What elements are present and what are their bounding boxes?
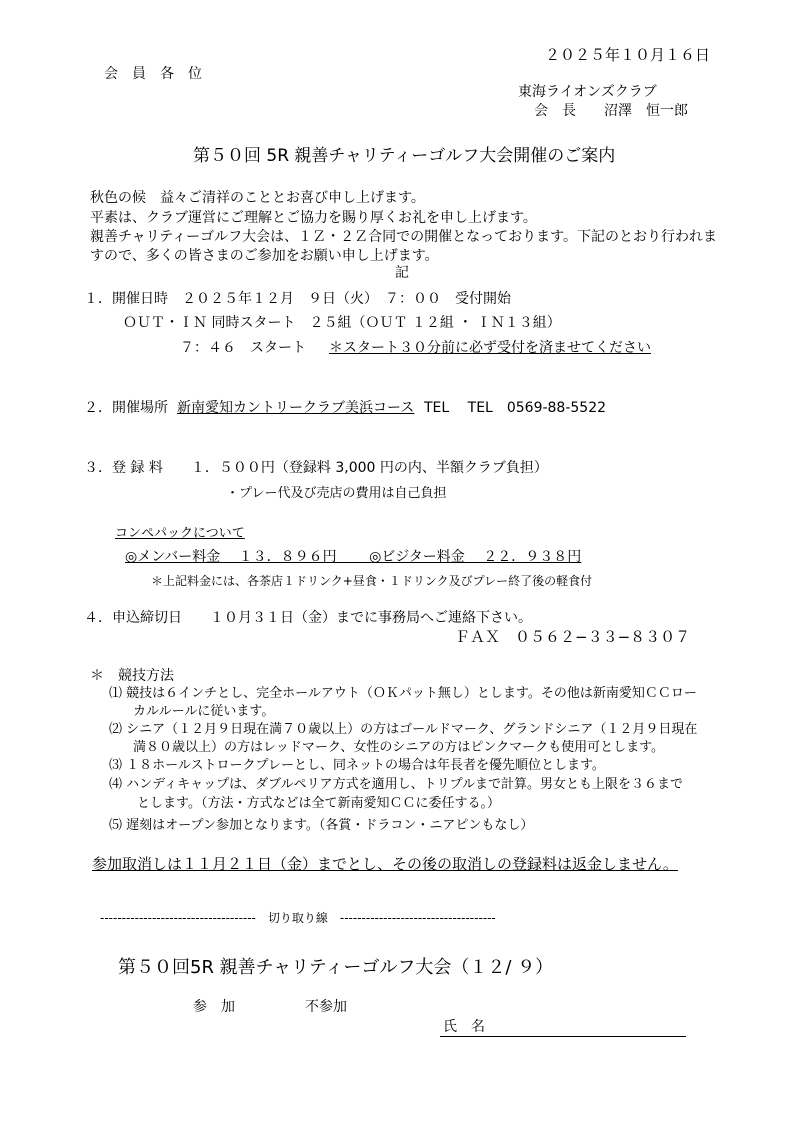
document-date: ２０２５年１０月１６日 bbox=[545, 46, 711, 64]
item2-tel: TEL TEL 0569-88-5522 bbox=[424, 400, 607, 416]
greeting-line: すので、多くの皆さまのご参加をお願い申し上げます。 bbox=[90, 248, 439, 264]
rules-line: ⑵ シニア（１２月９日現在満７０歳以上）の方はゴールドマーク、グランドシニア（１２月９日現在 bbox=[109, 722, 698, 737]
item4-deadline: ４．申込締切日 １０月３１日（金）までに事務局へご連絡下さい。 bbox=[84, 610, 532, 626]
item1-datetime: １．開催日時 ２０２５年１２月 ９日（火） ７：００ 受付開始 bbox=[84, 291, 511, 307]
item2-venue: 新南愛知カントリークラブ美浜コース bbox=[177, 400, 415, 416]
attend-option[interactable]: 参 加 bbox=[193, 999, 235, 1015]
addressee: 会 員 各 位 bbox=[104, 66, 202, 82]
item3-note: ・プレー代及び売店の費用は自己負担 bbox=[226, 486, 447, 501]
item1-start-time: ７：４６ スタート bbox=[180, 340, 306, 356]
cancel-notice: 参加取消しは１１月２１日（金）までとし、その後の取消しの登録料は返金しません。 bbox=[92, 855, 678, 873]
greeting-line: 親善チャリティーゴルフ大会は、１Ｚ・２Ｚ合同での開催となっております。下記のとおり行われま bbox=[90, 229, 718, 245]
rules-line: ⑸ 遅刻はオープン参加となります。（各賞・ドラコン・ニアピンもなし） bbox=[109, 818, 534, 833]
rules-line: とします。（方法・方式などは全て新南愛知ＣＣに委任する。） bbox=[137, 796, 500, 811]
rules-line: カルルールに従います。 bbox=[133, 704, 275, 719]
rules-line: 満８０歳以上）の方はレッドマーク、女性のシニアの方はピンクマークも使用可とします。 bbox=[133, 740, 665, 755]
compe-prices: ◎メンバー料金 １３．８９６円 ◎ビジター料金 ２２．９３８円 bbox=[125, 549, 582, 565]
compe-heading: コンペパックについて bbox=[115, 526, 245, 541]
page-title: 第５０回 5R 親善チャリティーゴルフ大会開催のご案内 bbox=[193, 146, 616, 166]
absent-option[interactable]: 不参加 bbox=[305, 999, 347, 1015]
greeting-line: 平素は、クラブ運営にご理解とご協力を賜り厚くお礼を申し上げます。 bbox=[90, 210, 537, 226]
greeting-line: 秋色の候 益々ご清祥のこととお喜び申し上げます。 bbox=[90, 190, 425, 206]
rules-heading: ＊ 競技方法 bbox=[90, 668, 174, 684]
item4-fax: ＦＡＸ ０５６２−３３−８３０７ bbox=[455, 628, 691, 646]
form-title: 第５０回5R 親善チャリティーゴルフ大会（１２/ ９） bbox=[118, 957, 554, 978]
rules-line: ⑴ 競技は６インチとし、完全ホールアウト（ＯＫパット無し）とします。その他は新南愛知ＣＣロー bbox=[109, 686, 697, 701]
item1-reception-note: ＊スタート３０分前に必ず受付を済ませてください bbox=[329, 340, 651, 356]
sender-org: 東海ライオンズクラブ bbox=[518, 84, 657, 100]
rules-line: ⑷ ハンディキャップは、ダブルペリア方式を適用し、トリプルまで計算。男女とも上限を３６まで bbox=[109, 777, 684, 792]
compe-note: ＊上記料金には、各茶店１ドリンク+昼食・１ドリンク及びプレー終了後の軽食付 bbox=[151, 574, 593, 588]
rules-line: ⑶ １８ホールストロークプレーとし、同ネットの場合は年長者を優先順位とします。 bbox=[109, 758, 605, 773]
sender-name: 会 長 沼澤 恒一郎 bbox=[534, 103, 688, 119]
cut-line: ------------------------------------ 切り取り線 ------------------------------------ bbox=[100, 911, 496, 925]
item1-groups: ＯＵＴ・ＩＮ 同時スタート ２５組（ＯＵＴ １２組 ・ ＩＮ１３組） bbox=[123, 315, 561, 331]
name-label: 氏 名 bbox=[443, 1019, 485, 1035]
item2-label: ２．開催場所 bbox=[84, 400, 168, 416]
ki-heading: 記 bbox=[395, 265, 409, 281]
name-field-line[interactable] bbox=[440, 1036, 686, 1037]
item3-fee: ３．登 録 料 １．５００円（登録料 3,000 円の内、半額クラブ負担） bbox=[84, 460, 548, 476]
